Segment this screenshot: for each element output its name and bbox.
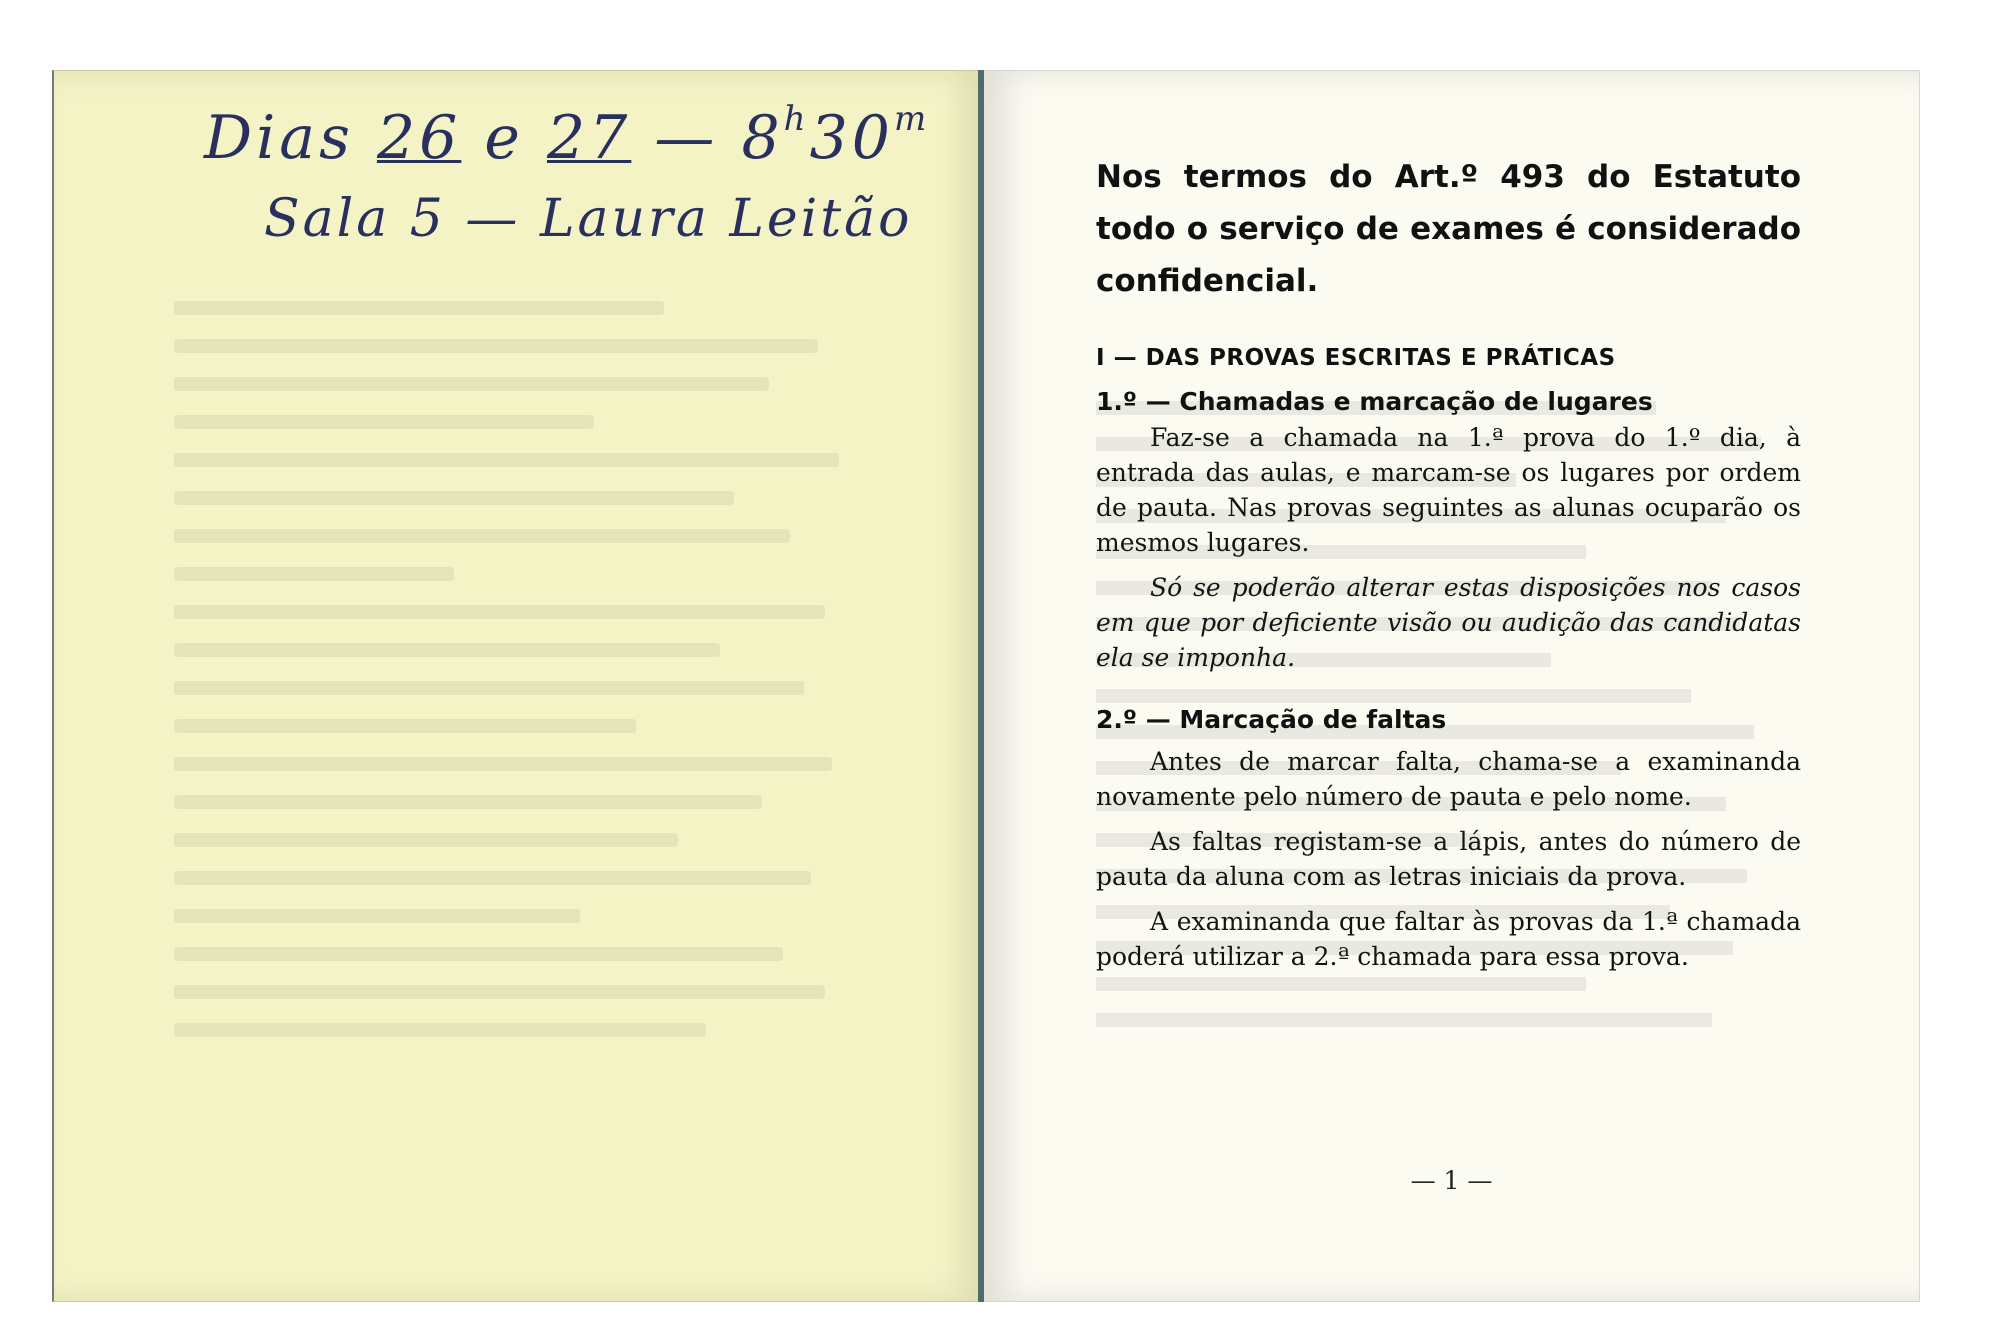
subsection-title-chamadas: 1.º — Chamadas e marcação de lugares [1096, 387, 1653, 416]
paragraph-excecao: Só se poderão alterar estas disposições nos casos em que por deficiente visão ou audição das candidatas ela se imponha. [1096, 573, 1801, 672]
page-number: — 1 — [1410, 1166, 1493, 1195]
section-title: I — DAS PROVAS ESCRITAS E PRÁTICAS [1096, 345, 1616, 371]
left-page [52, 70, 981, 1302]
paragraph-segunda-chamada: A examinanda que faltar às provas da 1.ª chamada poderá utilizar a 2.ª chamada para essa prova. [1096, 907, 1801, 971]
booklet-spread [52, 70, 1920, 1302]
page-heading: Nos termos do Art.º 493 do Estatuto todo o serviço de exames é considerado confidencial. [1096, 159, 1801, 299]
left-page-bleedthrough [174, 301, 874, 1081]
right-page [984, 70, 1920, 1302]
subsection-title-faltas: 2.º — Marcação de faltas [1096, 705, 1447, 734]
paragraph-registo-faltas: As faltas registam-se a lápis, antes do número de pauta da aluna com as letras iniciais da prova. [1096, 827, 1801, 891]
handwritten-date-time: Dias 26 e 27 — 8$^h$30$^m$ [204, 99, 931, 173]
paragraph-marcar-falta: Antes de marcar falta, chama-se a examinanda novamente pelo número de pauta e pelo nome. [1096, 747, 1801, 811]
paragraph-chamada: Faz-se a chamada na 1.ª prova do 1.º dia, à entrada das aulas, e marcam-se os lugares por ordem de pauta. Nas provas seguintes as alunas ocuparão os mesmos lugares. [1096, 423, 1801, 557]
page-content [1096, 151, 1801, 974]
handwritten-room-name: Sala 5 — Laura Leitão [264, 189, 913, 249]
